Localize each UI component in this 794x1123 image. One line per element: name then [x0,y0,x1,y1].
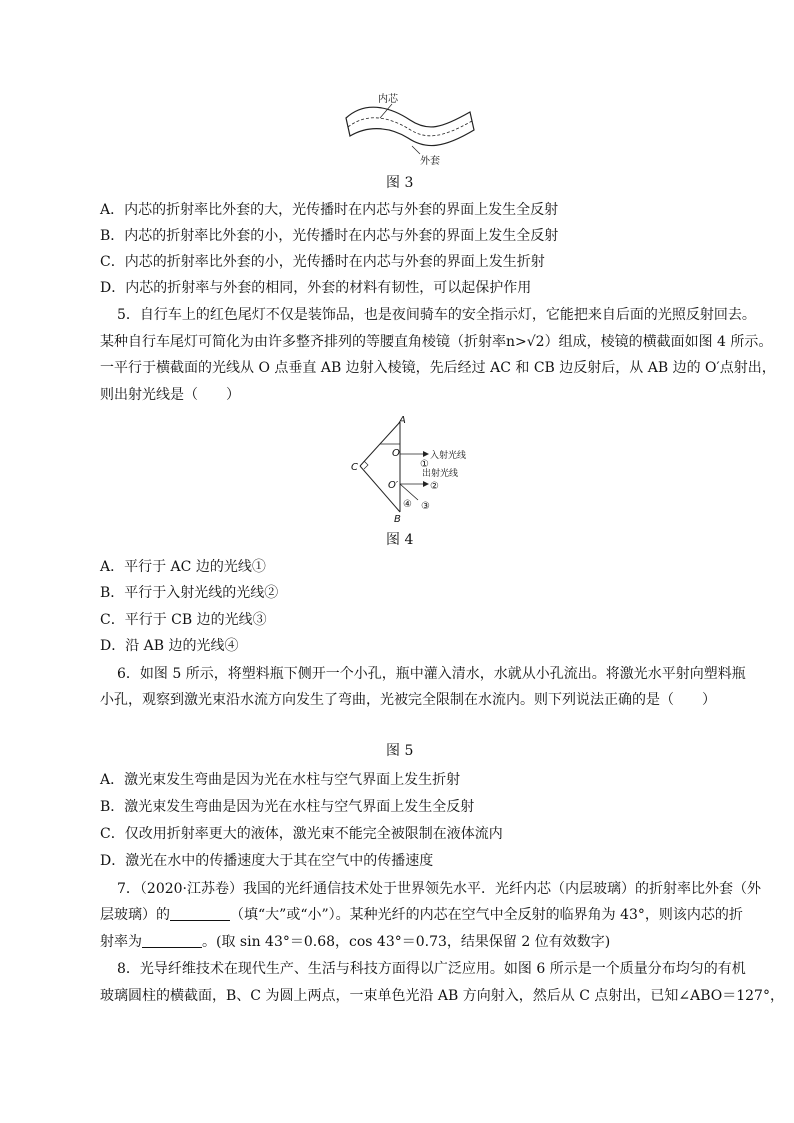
q5-stem-line4: 则出射光线是（ ） [100,387,240,403]
figure-4-caption: 图 4 [386,532,414,548]
q6-option-d: D．激光在水中的传播速度大于其在空气中的传播速度 [100,853,434,869]
q4-option-b: B．内芯的折射率比外套的小，光传播时在内芯与外套的界面上发生全反射 [100,228,559,244]
q7-line2-part1: 层玻璃）的 [100,907,170,923]
q7-blank-2[interactable] [142,933,202,948]
figure-4-prism-diagram [348,414,478,526]
q7-stem-line2 [100,906,743,924]
fig4-label-3: ③ [421,501,430,512]
fig4-label-incident: 入射光线 [430,451,467,461]
q5-stem-line1: 5．自行车上的红色尾灯不仅是装饰品，也是夜间骑车的安全指示灯，它能把来自后面的光照反射回去。 [117,307,756,323]
q8-stem-line1: 8．光导纤维技术在现代生产、生活与科技方面得以广泛应用。如图 6 所示是一个质量分布均匀的有机 [117,961,746,977]
fig4-label-4: ④ [403,499,412,510]
fig4-label-a: A [399,415,406,426]
figure-3-fiber-diagram [340,88,480,168]
fig3-label-outer: 外套 [420,156,440,167]
fig4-label-o: O [392,448,400,459]
fig4-label-o-prime: O′ [388,480,399,491]
q5-stem-line3: 一平行于横截面的光线从 O 点垂直 AB 边射入棱镜，先后经过 AC 和 CB 边反射后，从 AB 边的 O′点射出， [100,360,776,376]
figure-3-caption: 图 3 [386,175,414,191]
fig4-label-1: ① [420,459,429,470]
q4-option-a: A．内芯的折射率比外套的大，光传播时在内芯与外套的界面上发生全反射 [100,202,559,218]
q5-option-a: A．平行于 AC 边的光线① [100,559,266,575]
fig4-label-b: B [394,514,401,525]
q6-option-c: C．仅改用折射率更大的液体，激光束不能完全被限制在液体流内 [100,826,503,842]
q5-stem-line2: 某种自行车尾灯可简化为由许多整齐排列的等腰直角棱镜（折射率n>√2）组成，棱镜的横截面如图 4 所示。 [100,334,773,350]
figure-5-caption: 图 5 [386,743,414,759]
q6-option-a: A．激光束发生弯曲是因为光在水柱与空气界面上发生折射 [100,772,461,788]
fig4-label-2: ② [430,481,439,492]
q4-option-d: D．内芯的折射率与外套的相同，外套的材料有韧性，可以起保护作用 [100,280,532,296]
q7-stem-line1: 7．（2020·江苏卷）我国的光纤通信技术处于世界领先水平．光纤内芯（内层玻璃）的折射率比外套（外 [117,881,761,897]
q4-option-c: C．内芯的折射率比外套的小，光传播时在内芯与外套的界面上发生折射 [100,254,545,270]
q8-stem-line2: 玻璃圆柱的横截面，B、C 为圆上两点，一束单色光沿 AB 方向射入，然后从 C 点射出，已知∠ABO＝127°， [100,988,784,1004]
fig3-label-inner: 内芯 [378,94,398,105]
q5-option-c: C．平行于 CB 边的光线③ [100,612,267,628]
q5-option-d: D．沿 AB 边的光线④ [100,638,239,654]
q7-line3-part1: 射率为 [100,934,142,950]
q6-option-b: B．激光束发生弯曲是因为光在水柱与空气界面上发生全反射 [100,799,475,815]
fig4-label-c: C [351,462,358,473]
q7-line2-part2: （填“大”或“小”）。某种光纤的内芯在空气中全反射的临界角为 43°，则该内芯的折 [230,907,743,923]
q6-stem-line2: 小孔，观察到激光束沿水流方向发生了弯曲，光被完全限制在水流内。则下列说法正确的是（ ） [100,692,716,708]
fig4-label-outgoing: 出射光线 [422,469,459,479]
q6-stem-line1: 6．如图 5 所示，将塑料瓶下侧开一个小孔，瓶中灌入清水，水就从小孔流出。将激光水平射向塑料瓶 [117,666,746,682]
q7-line3-part2: 。(取 sin 43°＝0.68，cos 43°＝0.73，结果保留 2 位有效数字) [202,934,611,950]
q7-blank-1[interactable] [170,906,230,921]
q5-option-b: B．平行于入射光线的光线② [100,585,279,601]
q7-stem-line3 [100,933,610,951]
